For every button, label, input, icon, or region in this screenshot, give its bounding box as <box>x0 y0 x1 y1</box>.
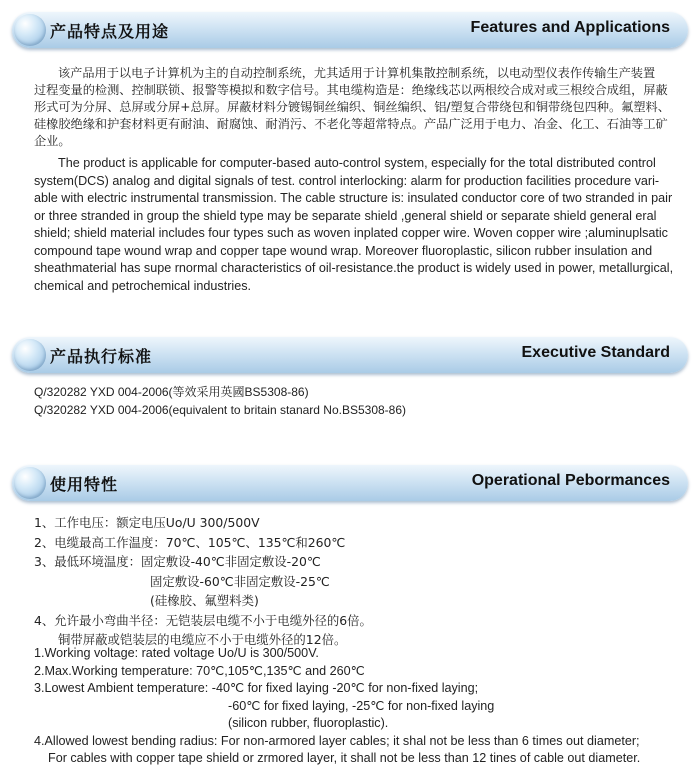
features-section-header <box>12 12 688 48</box>
text-line: 该产品用于以电子计算机为主的自动控制系统，尤其适用于计算机集散控制系统，以电动型仪表作传输生产装置 <box>58 66 656 80</box>
list-item: 2.Max.Working temperature: 70℃,105℃,135℃ and 260℃ <box>34 663 365 678</box>
list-item: 2、电缆最高工作温度：70℃、105℃、135℃和260℃ <box>34 534 346 550</box>
text-line: able with electric instrumental transmission. The cable structure is: insulated conductor core of two stranded in pair <box>34 191 673 205</box>
list-item: 3、最低环境温度：固定敷设-40℃非固定敷设-20℃ <box>34 554 321 569</box>
performance-list-en <box>34 645 640 768</box>
list-item: 1、工作电压：额定电压Uo/U 300/500V <box>34 515 260 530</box>
list-item: For cables with copper tape shield or zrmored layer, it shall not be less than 12 tines of cable out diameter. <box>48 751 641 765</box>
text-line: 过程变量的检测、控制联锁、报警等模拟和数字信号。其电缆构造是：绝缘线芯以两根绞合成对或三根绞合成组，屏蔽 <box>34 83 668 97</box>
list-item: 3.Lowest Ambient temperature: -40℃ for fixed laying -20℃ for non-fixed laying; <box>34 681 479 695</box>
features-title-cn: 产品特点及用途 <box>50 22 170 41</box>
performance-title-cn: 使用特性 <box>50 475 119 494</box>
text-line: system(DCS) analog and digital signals of test. control interlocking: alarm for production facilities procedure vari- <box>34 173 660 188</box>
performance-section-header <box>12 465 688 501</box>
performance-list-cn <box>34 513 372 650</box>
list-item: (硅橡胶、氟塑料类) <box>150 593 259 608</box>
standard-line: Q/320282 YXD 004-2006(等效采用英國BS5308-86) <box>34 385 309 399</box>
text-line: sheathmaterial has supe rnormal characteristics of oil-resistance.the product is widely used in power, metallurgical, <box>34 261 674 275</box>
list-item: 4、允许最小弯曲半径：无铠装层电缆不小于电缆外径的6倍。 <box>34 612 372 628</box>
list-item: 固定敷设-60℃非固定敷设-25℃ <box>150 573 330 589</box>
list-item: 铜带屏蔽或铠装层的电缆应不小于电缆外径的12倍。 <box>58 632 347 647</box>
list-item: 1.Working voltage: rated voltage Uo/U is 300/500V. <box>34 646 319 660</box>
list-item: 4.Allowed lowest bending radius: For non-armored layer cables; it shal not be less than 6 times out diameter; <box>34 733 640 748</box>
text-line: or three stranded in group the shield type may be separate shield ,general shield or separate shield general eral <box>34 208 657 223</box>
features-paragraph-cn <box>34 65 686 150</box>
features-title-en: Features and Applications <box>470 19 670 36</box>
performance-title-en: Operational Pebormances <box>471 472 670 489</box>
list-item: -60℃ for fixed laying, -25℃ for non-fixed laying <box>228 698 495 713</box>
standard-section-header <box>12 337 688 373</box>
bullet-orb-icon <box>14 339 46 371</box>
text-line: 硅橡胶绝缘和护套材料更有耐油、耐腐蚀、耐消污、不老化等超常特点。产品广泛用于电力、冶金、化工、石油等工矿 <box>34 117 668 131</box>
bullet-orb-icon <box>14 467 46 499</box>
standard-line: Q/320282 YXD 004-2006(equivalent to britain stanard No.BS5308-86) <box>34 403 407 417</box>
bullet-orb-icon <box>14 14 46 46</box>
text-line: 形式可为分屏、总屏或分屏+总屏。屏蔽材料分镀锡铜丝编织、铜丝编织、铝/塑复合带绕包和铜带绕包四种。氟塑料、 <box>34 100 670 114</box>
text-line: chemical and petrochemical industries. <box>34 278 251 293</box>
standard-title-en: Executive Standard <box>521 344 670 361</box>
text-line: compound tape wound wrap and copper tape wound wrap. Moreover fluoroplastic, silicon rubber insulation and <box>34 243 653 258</box>
text-line: shield; shield material includes four types such as woven inplated copper wire. Woven copper wire ;aluminuplsatic <box>34 226 668 240</box>
list-item: (silicon rubber, fluoroplastic). <box>228 716 389 730</box>
text-line: 企业。 <box>34 134 71 148</box>
features-paragraph-en <box>34 155 686 295</box>
text-line: The product is applicable for computer-based auto-control system, especially for the total distributed control <box>58 156 656 170</box>
standard-list <box>34 383 406 419</box>
standard-title-cn: 产品执行标准 <box>50 347 153 366</box>
